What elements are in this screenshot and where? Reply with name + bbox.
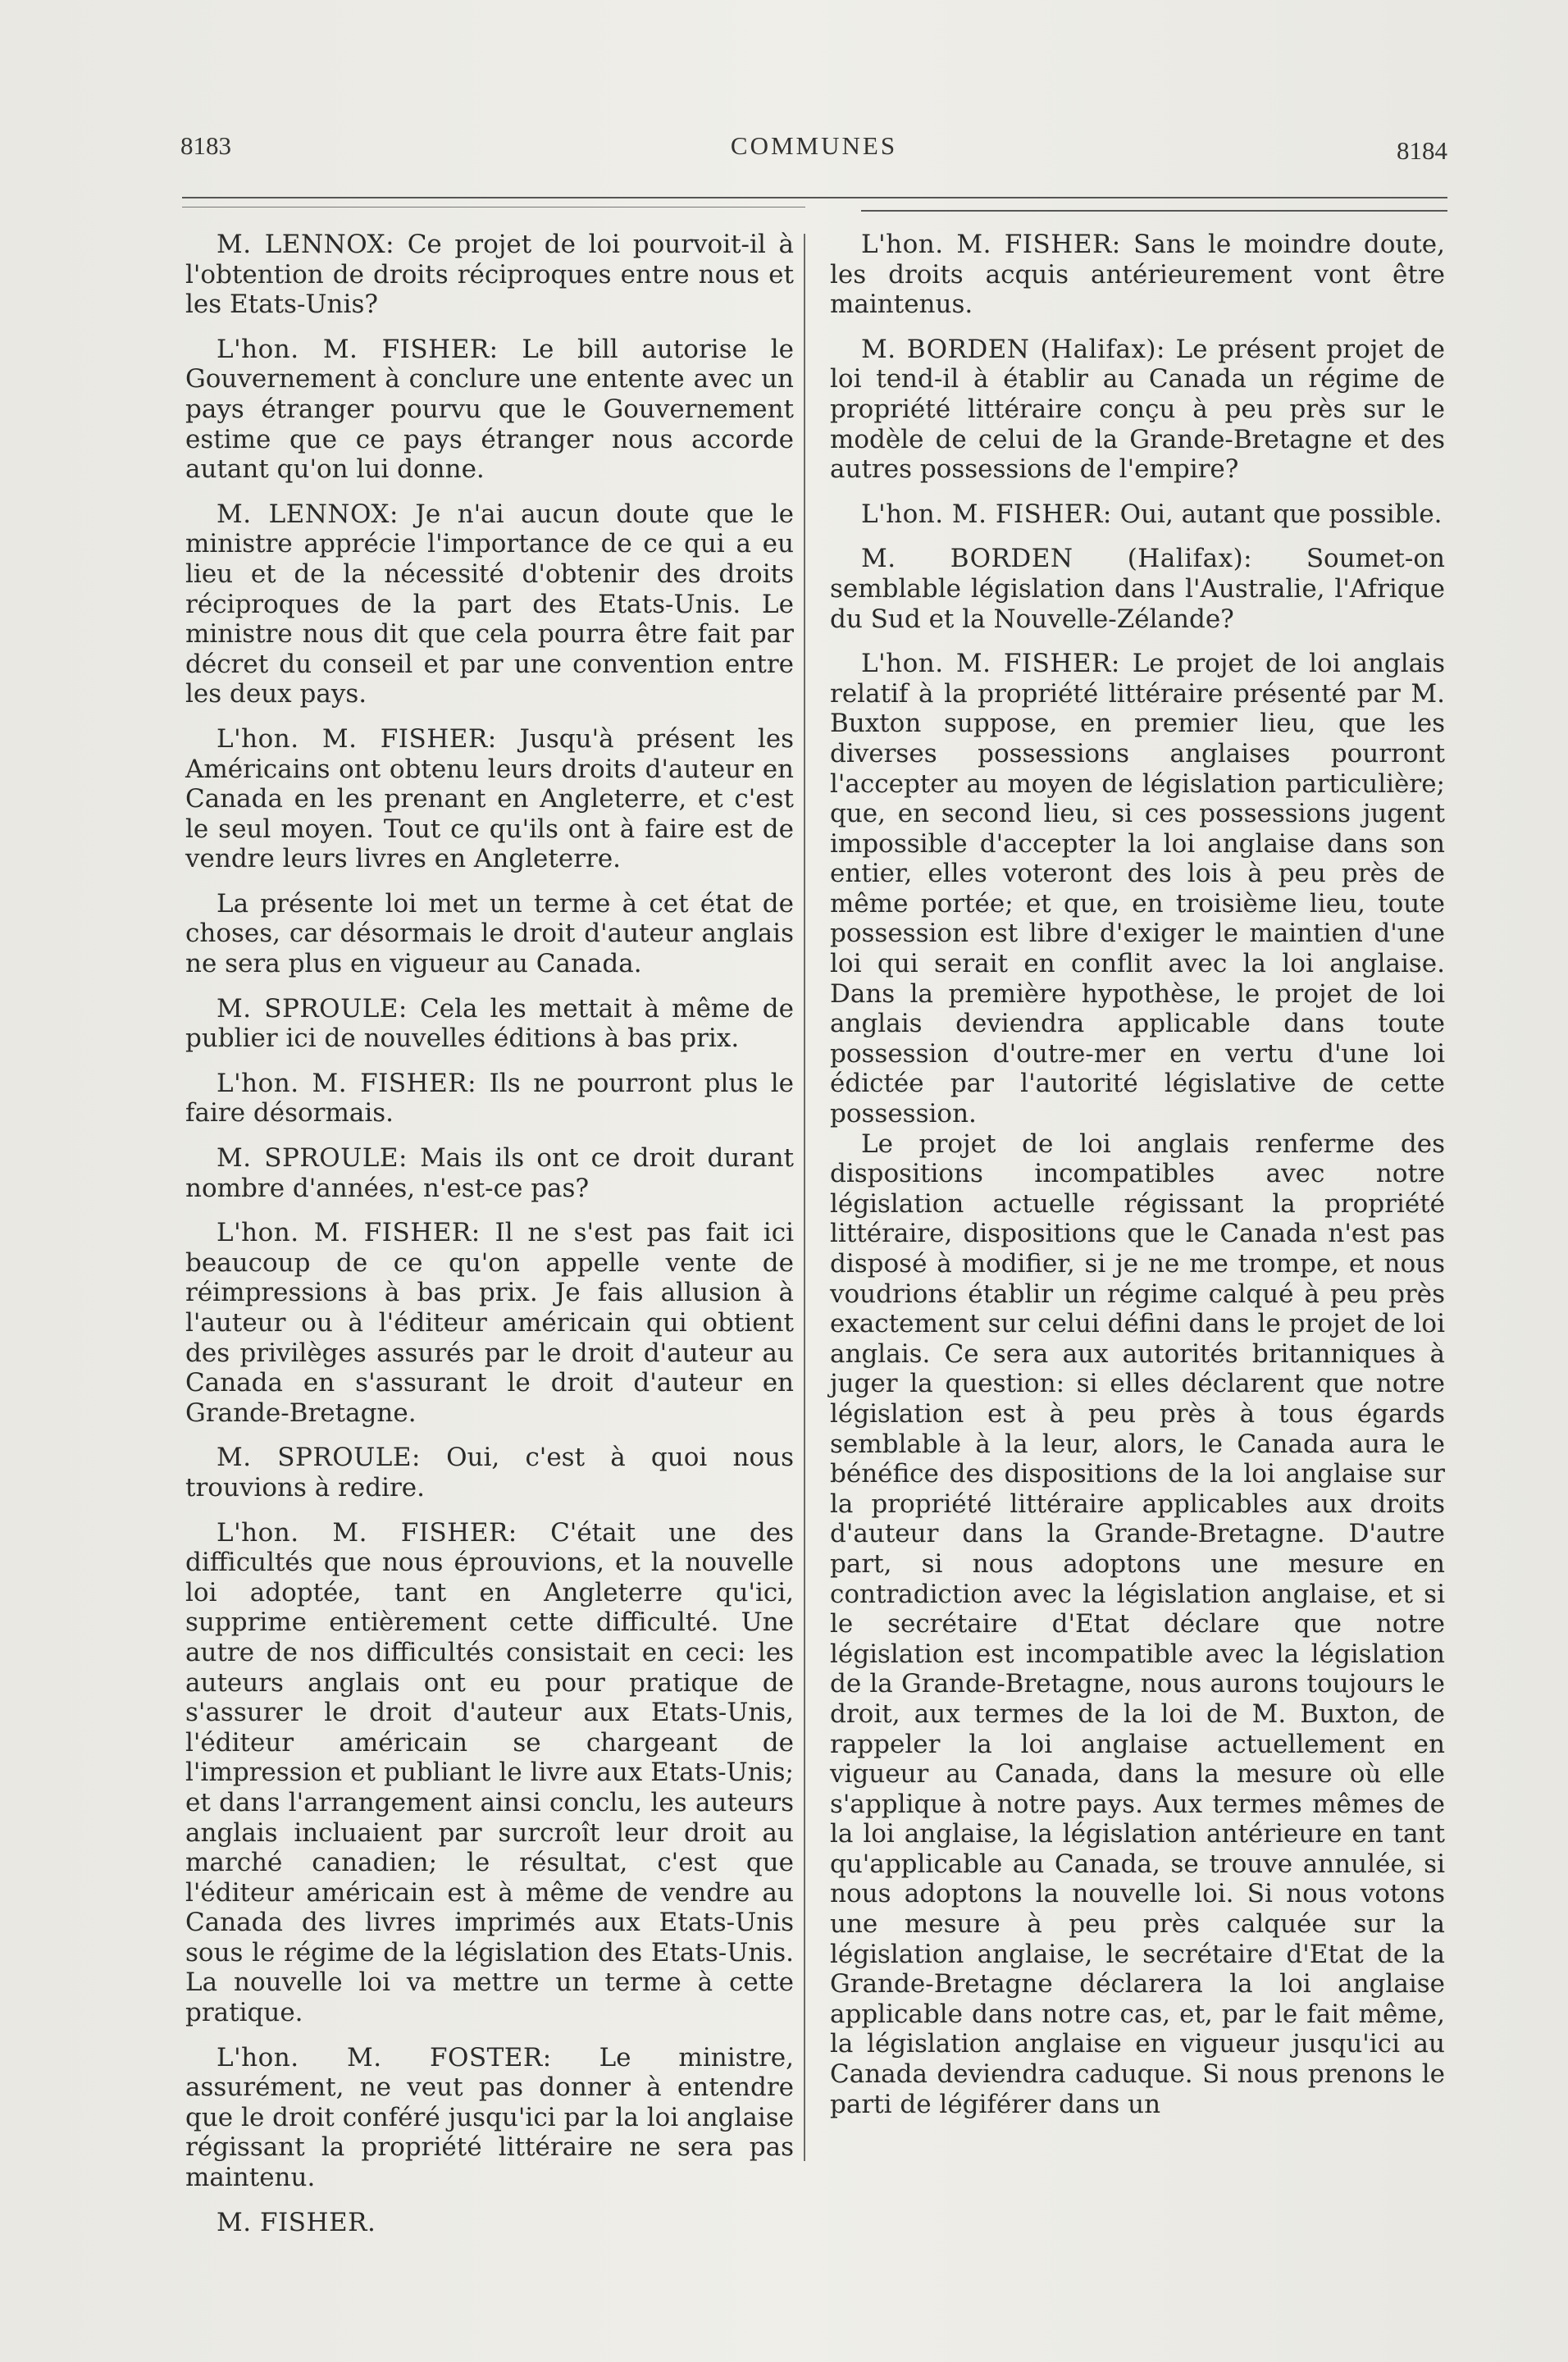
speaker: L'hon. M. FISHER:: [861, 499, 1112, 529]
speech-text: Le projet de loi anglais renferme des dispositions incompatibles avec notre législation actuelle régissant la propriété littéraire, dispositions que le Canada n'est pas disposé à modifier, si je ne me trompe, et nous voudrions établir un régime calqué à peu près exactement sur celui défini dans le projet de loi anglais. Ce sera aux autorités britanniques à juger la question: si elles déclarent que notre législation est à peu près à tous égards semblable à la leur, alors, le Canada aura le bénéfice des dispositions de la loi anglaise sur la propriété littéraire applicables aux droits d'auteur dans la Grande-Bretagne. D'autre part, si nous adoptons une mesure en contradiction avec la législation anglaise, et si le secrétaire d'Etat déclare que notre législation est incompatible avec la législation de la Grande-Bretagne, nous aurons toujours le droit, aux termes de la loi de M. Buxton, de rappeler la loi anglaise actuellement en vigueur au Canada, dans la mesure où elle s'applique à notre pays. Aux termes mêmes de la loi anglaise, la législation antérieure en tant qu'applicable au Canada, se trouve annulée, si nous adoptons la nouvelle loi. Si nous votons une mesure à peu près calquée sur la législation anglaise, le secrétaire d'Etat de la Grande-Bretagne déclarera la loi anglaise applicable dans notre cas, et, par le fait même, la législation anglaise en vigueur jusqu'ici au Canada deviendra caduque. Si nous prenons le parti de légiférer dans un: [830, 1129, 1445, 2119]
paragraph: [185, 1443, 794, 1502]
speech-text: Il ne s'est pas fait ici beaucoup de ce qu'on appelle vente de réimpressions à bas prix. Je fais allusion à l'auteur ou à l'éditeur américain qui obtient des privilèges assurés par le droit d'auteur au Canada en s'assurant le droit d'auteur en Grande-Bretagne.: [185, 1218, 794, 1428]
page-header: [180, 131, 1447, 172]
speech-text: Ce projet de loi pourvoit-il à l'obtention de droits réciproques entre nous et les Etats-Unis?: [185, 230, 794, 320]
speaker: M. SPROULE:: [217, 1143, 408, 1174]
speaker: L'hon. M. FISHER:: [217, 1218, 481, 1248]
speaker: L'hon. M. FISHER:: [861, 649, 1120, 679]
page-number-right: 8184: [1397, 136, 1447, 165]
speech-text: Ils ne pourront plus le faire désormais.: [185, 1068, 794, 1129]
header-rule-right: [861, 210, 1447, 212]
paragraph: [185, 1143, 794, 1203]
paragraph: [830, 335, 1445, 485]
paragraph: [830, 1129, 1445, 2120]
paragraph: [185, 2043, 794, 2193]
left-column: [185, 230, 794, 2252]
column-divider: [804, 234, 805, 2161]
speaker: L'hon. M. FOSTER:: [217, 2042, 552, 2072]
speech-text: La présente loi met un terme à cet état de choses, car désormais le droit d'auteur anglais ne sera plus en vigueur au Canada.: [185, 888, 794, 979]
paragraph: [185, 335, 794, 485]
header-rule: [182, 197, 1447, 198]
speaker: M. BORDEN (Halifax):: [861, 544, 1253, 574]
speaker: M. LENNOX:: [217, 230, 395, 259]
speaker: L'hon. M. FISHER:: [217, 1517, 517, 1548]
speaker: M. FISHER.: [217, 2207, 376, 2237]
speech-text: Le présent projet de loi tend-il à établir au Canada un régime de propriété littéraire conçu à peu près sur le modèle de celui de la Grande-Bretagne et des autres possessions de l'empire?: [830, 334, 1445, 485]
speech-text: Sans le moindre doute, les droits acquis antérieurement vont être maintenus.: [830, 230, 1445, 320]
paragraph: [185, 499, 794, 709]
speaker: L'hon. M. FISHER:: [861, 230, 1121, 259]
page-number-left: 8183: [180, 131, 231, 160]
paragraph: [185, 994, 794, 1054]
paragraph: [185, 1218, 794, 1428]
running-footer-name: [185, 2208, 794, 2238]
speaker: M. BORDEN (Halifax):: [861, 334, 1165, 364]
speech-text: Je n'ai aucun doute que le ministre apprécie l'importance de ce qui a eu lieu et de la nécessité d'obtenir des droits réciproques de la part des Etats-Unis. Le ministre nous dit que cela pourra être fait par décret du conseil et par une convention entre les deux pays.: [185, 499, 794, 709]
paragraph: [830, 499, 1445, 530]
speech-text: Oui, autant que possible.: [1111, 499, 1443, 529]
speaker: L'hon. M. FISHER:: [217, 334, 499, 364]
paragraph: [830, 230, 1445, 320]
speaker: M. LENNOX:: [217, 499, 399, 529]
running-title: COMMUNES: [730, 131, 898, 160]
paragraph: [185, 724, 794, 874]
speech-text: Jusqu'à présent les Américains ont obtenu leurs droits d'auteur en Canada en les prenant en Angleterre, et c'est le seul moyen. Tout ce qu'ils ont à faire est de vendre leurs livres en Angleterre.: [185, 723, 794, 874]
speech-text: Le ministre, assurément, ne veut pas donner à entendre que le droit conféré jusqu'ici par la loi anglaise régissant la propriété littéraire ne sera pas maintenu.: [185, 2042, 794, 2193]
speech-text: Le bill autorise le Gouvernement à conclure une entente avec un pays étranger pourvu que le Gouvernement estime que ce pays étranger nous accorde autant qu'on lui donne.: [185, 334, 794, 485]
speech-text: Le projet de loi anglais relatif à la propriété littéraire présenté par M. Buxton suppose, en premier lieu, que les diverses possessions anglaises pourront l'accepter au moyen de législation particulière; que, en second lieu, si ces possessions jugent impossible d'accepter la loi anglaise dans son entier, elles voteront des lois à peu près de même portée; et que, en troisième lieu, toute possession est libre d'exiger le maintien d'une loi qui serait en conflit avec la loi anglaise. Dans la première hypothèse, le projet de loi anglais deviendra applicable dans toute possession d'outre-mer en vertu d'une loi édictée par l'autorité législative de cette possession.: [830, 649, 1445, 1129]
speech-text: Cela les mettait à même de publier ici de nouvelles éditions à bas prix.: [185, 993, 794, 1054]
paragraph: [185, 889, 794, 979]
speech-text: Oui, c'est à quoi nous trouvions à redire.: [185, 1443, 794, 1502]
paragraph: [185, 230, 794, 320]
paragraph: [185, 1069, 794, 1129]
speech-text: Mais ils ont ce droit durant nombre d'années, n'est-ce pas?: [185, 1143, 795, 1203]
speaker: M. SPROULE:: [217, 1443, 421, 1473]
speaker: M. SPROULE:: [217, 993, 408, 1024]
speech-text: Soumet-on semblable législation dans l'Australie, l'Afrique du Sud et la Nouvelle-Zélande?: [830, 544, 1445, 634]
right-column: [830, 230, 1445, 2134]
paragraph: [185, 1518, 794, 2028]
speech-text: C'était une des difficultés que nous éprouvions, et la nouvelle loi adoptée, tant en Angleterre qu'ici, supprime entièrement cette difficulté. Une autre de nos difficultés consistait en ceci: les auteurs anglais ont eu pour pratique de s'assurer le droit d'auteur aux Etats-Unis, l'éditeur américain se chargeant de l'impression et publiant le livre aux Etats-Unis; et dans l'arrangement ainsi conclu, les auteurs anglais incluaient par surcroît leur droit au marché canadien; le résultat, c'est que l'éditeur américain est à même de vendre au Canada des livres imprimés aux Etats-Unis sous le régime de la législation des Etats-Unis. La nouvelle loi va mettre un terme à cette pratique.: [185, 1517, 794, 2028]
speaker: L'hon. M. FISHER:: [217, 1068, 477, 1098]
speaker: L'hon. M. FISHER:: [217, 723, 497, 754]
paragraph: [830, 544, 1445, 634]
paragraph: [830, 649, 1445, 1129]
